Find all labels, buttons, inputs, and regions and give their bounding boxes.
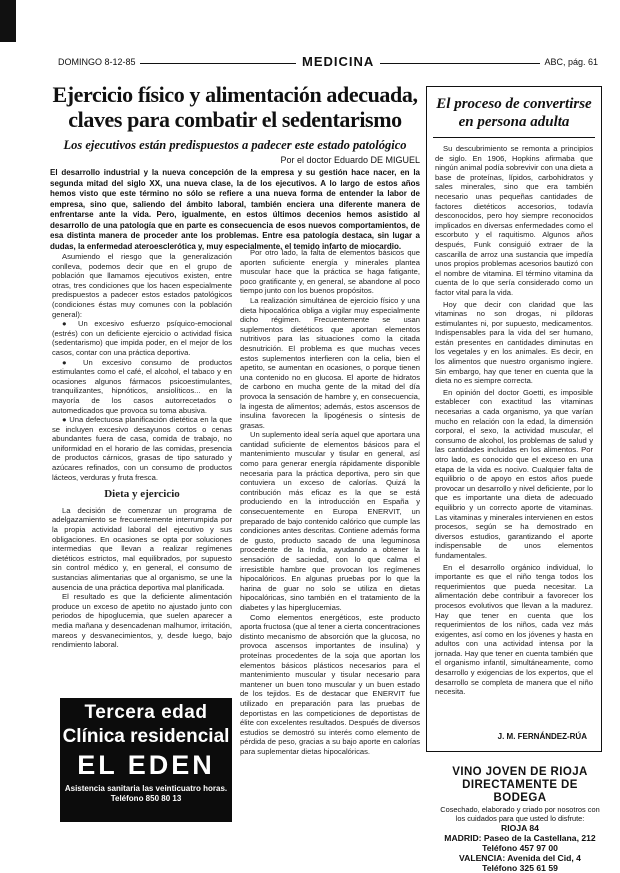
wine-advertisement xyxy=(436,766,604,873)
ad-address: VALENCIA: Avenida del Cid, 4 xyxy=(459,853,581,863)
paragraph: Como elementos energéticos, este producto aporta fructosa (que al tener a cierta concentraciones distinto mecanismo de absorción que la glucosa, no provoca ascensos importantes de insulina) y proteínas procedentes de la soja que aportan los elementos básicos plásticos necesarios para el mantenimiento muscular y tisular necesario para mantener un buen tono muscular y un buen estado de los tejidos. Es de destacar que ENERVIT fue utilizado en preparación para las pruebas de deportistas en las competiciones de deportistas de élite con excelentes resultados. Después de diversos estudios se demostró su interés como elemento de pérdida de peso, gracias a su bajo aporte en calorías para suplementar dietas hipocalóricas. xyxy=(240,612,420,756)
ad-phone: Teléfono 457 97 00 xyxy=(482,843,558,853)
article-column-2 xyxy=(240,248,420,756)
sidebar-body xyxy=(427,138,601,697)
paragraph: La decisión de comenzar un programa de adelgazamiento se frecuentemente interrumpida por la propia actividad laboral del ejecutivo y sus obligaciones. En ocasiones se opta por soluciones intermedias que llevan a realizar regímenes dietéticos estrictos, mal equilibrados, por supuesto sin control médico y, en general, el consumo de sustancias alimentarias que al organismo, se une la ausencia de una práctica deportiva mal planificada. xyxy=(52,505,232,592)
article-subhead: Los ejecutivos están predispuestos a padecer este estado patológico xyxy=(63,138,407,152)
paragraph: El resultado es que la deficiente alimentación produce un exceso de apetito no ajustado junto con periodos de hipoglucemia, que suelen aparecer a media mañana y desencadenan malhumor, irritación, mareos y desvanecimientos, y, desde luego, bajo rendimiento laboral. xyxy=(52,592,232,650)
paragraph: ● Un excesivo consumo de productos estimulantes como el café, el alcohol, el tabaco y en ocasiones algunos fármacos psicoestimulantes, tranquilizantes, hipnóticos, ansiolíticos... en la mayoría de los casos autorrecetados o automedicados que provoca su toma abusiva. xyxy=(52,357,232,415)
paragraph: ● Una defectuosa planificación dietética en la que se incluyen excesivo desayunos cortos o cenas abundantes fuera de casa, comida de trabajo, no uniformidad en el horario de las comidas, presencia de productos cárnicos, grasas de tipo saturado y azúcares refinados, con un consumo de productos lácteos, verduras y fruta fresca. xyxy=(52,415,232,482)
article-lead: El desarrollo industrial y la nueva concepción de la empresa y su gestión hace nacer, en la segunda mitad del siglo XX, una nueva clase, la de los ejecutivos. A lo largo de estos años hemos visto que este término no sólo se refiere a una nueva forma de entender la labor de empresa, sino que, saliendo del ámbito laboral, también enciera una diferente manera de enfrentarse ante la vida. Pero, igualmente, en estos últimos decenios hemos asistido al desarrollo de una patología que en parte es consecuencia de esos nuevos comportamientos, de esa distinta manera de proceder ante los problemas. Entre esa patología destaca, sin lugar a dudas, la enfermedad ateroesclerótica y, muy especialmente, el temido infarto de miocardio. xyxy=(50,168,420,251)
ad-phone: Teléfono 325 61 59 xyxy=(482,863,558,873)
ad-line: Clínica residencial xyxy=(62,726,230,747)
sidebar-title: El proceso de convertirse en persona adulta xyxy=(436,96,592,130)
paragraph: Por otro lado, la falta de elementos básicos que aporten suficiente energía y minerales plantea muscular hace que la práctica se haga fatigante, poco gratificante y, en general, se abandone al poco tiempo junto con los buenos propósitos. xyxy=(240,248,420,296)
paragraph: En opinión del doctor Goetti, es imposible establecer con exactitud las vitaminas necesarias a cada organismo, ya que varían mucho en relación con la edad, la dimensión corporal, el sexo, la actividad muscular, el consumo de alcohol, los problemas de salud y las cantidades incluidas en los alimentos. Por otro lado, es conocido que el exceso en una etapa de la vida es nocivo. Cualquier falta de equilibrio o de apoyo en estos años puede provocar un desarrollo y nivel deficiente, por lo que es importante una dieta de adecuado equilibrio y un correcto aporte de vitaminas. Las vitaminas y minerales intervienen en estos procesos, según se ha demostrado en diversos estudios, garantizando el aporte indispensable de unos elementos fundamentales. xyxy=(435,387,593,560)
ad-line: Tercera edad xyxy=(84,702,208,723)
header-date: DOMINGO 8-12-85 xyxy=(58,57,140,67)
section-subtitle: Dieta y ejercicio xyxy=(104,488,180,501)
page-number: ABC, pág. 61 xyxy=(540,57,598,67)
sidebar-author: J. M. FERNÁNDEZ-RÚA xyxy=(497,732,587,741)
article-byline: Por el doctor Eduardo DE MIGUEL xyxy=(280,155,420,165)
paragraph: Un suplemento ideal sería aquel que aportara una cantidad suficiente de elementos básicos para el mantenimiento muscular y tisular en general, así como para generar energía rápidamente disponible necesaria para la práctica deportiva, pero sin que contuviera un exceso de calorías. Quizá la contribución más eficaz es la que se está produciendo en la introducción en España y consecuentemente en Europa ENERVIT, un preparado de bajo contenido calórico que cumple las condiciones antes descritas. Contiene además forma de gusto, producto sacado de una leguminosa procedente de la India, ayudando a obtener la sensación de saciedad, con lo que calma el irresistible hambre que provocan los regímenes hipocalóricos. En algunas pruebas por lo que la harina de guar no solo se utiliza en dietas hipocalóricas, sino también en el tratamiento de la diabetes y las hiperglucemias. xyxy=(240,430,420,612)
ad-heading: VINO JOVEN DE RIOJA xyxy=(452,766,588,778)
paragraph: Asumiendo el riesgo que la generalización conlleva, podemos decir que en el grupo de población que llamamos ejecutivos existen, entre otras, tres condiciones que los hacen especialmente predispuestos a padecer estos estados patológicos (condiciones éstas muy comunes con la población general): xyxy=(52,252,232,319)
paragraph: Su descubrimiento se remonta a principios de siglo. En 1906, Hopkins afirmaba que ningún animal podía sobrevivir con una dieta a base de proteínas, lípidos, carbohidratos y sales minerales, sino que era también necesario unas pequeñas cantidades de factores dietéticos accesorios, todavía desconocidos, pero hoy siempre reconocidos implicados en diversas enfermedades como el escorbuto y el raquitismo. Algunos años después, Funk consiguió extraer de la cascarilla de arroz una sustancia que impedía unos propios problemas acesorios bautizó con el nombre de vitamina. El término vitamina da cuenta de lo que sería considerado como un factor vital para la vida. xyxy=(435,144,593,297)
ad-contact: Asistencia sanitaria las veinticuatro horas. Teléfono 850 80 13 xyxy=(64,784,228,803)
section-title: MEDICINA xyxy=(296,54,380,69)
ad-text: RIOJA 84 xyxy=(501,823,539,833)
sidebar-box xyxy=(426,86,602,752)
article-headline: Ejercicio físico y alimentación adecuada, claves para combatir el sedentarismo xyxy=(52,82,418,132)
article-column-1 xyxy=(52,252,232,650)
scan-edge-mark xyxy=(0,0,16,42)
ad-text: Cosechado, elaborado y criado por nosotros con los cuidados para que usted lo disfrute: xyxy=(440,805,600,823)
paragraph: ● Un excesivo esfuerzo psíquico-emocional (estrés) con un deficiente ejercicio o actividad física (sedentarismo) que impida poder, en el mejor de los casos, contar con una práctica deportiva. xyxy=(52,319,232,357)
paragraph: La realización simultánea de ejercicio físico y una dieta hipocalórica obliga a vigilar muy especialmente dicho régimen. Frecuentemente se usan suplementos dietéticos que aportan elementos nutritivos para las situaciones como la citada desnutrición. El problema es que muchas veces estos suplementos interfieren con la celia, bien el apetito, se aumentan en ocasiones, o porque tienen una contenido no en glucosa. El aporte de hidratos de carbono en mucha gente de la mitad del día provoca la sensación de hambre y, en consecuencia, la ingesta de alimentos; además, estos ascensos de insulina favorecen la lipogénesis o síntesis de grasas. xyxy=(240,295,420,430)
ad-brand: EL EDEN xyxy=(77,750,215,780)
paragraph: Hoy que decir con claridad que las vitaminas no son drogas, ni píldoras estimulantes ni, por supuesto, medicamentos. Indispensables para la vida del ser humano, están presentes en cantidades diminutas en los vegetales y en los animales. Es decir, en los alimentos que nuestro organismo ingiere. Sin embargo, hay que tener en cuenta que la dieta no es siempre correcta. xyxy=(435,299,593,386)
page-header xyxy=(58,54,598,71)
eden-advertisement xyxy=(60,698,232,822)
paragraph: En el desarrollo orgánico individual, lo importante es que el niño tenga todos los requerimientos que pueda necesitar. La alimentación debe contribuir a favorecer los procesos evolutivos que llevan a la madurez. Hay que tener en cuenta que los requerimientos de los niños, cada vez más exigentes, así como en los jóvenes y hasta en adultos con una actividad intensa por la jornada. Hay que tener en cuenta también que el organismo infantil, simultáneamente, como desarrollo y exigencias de los expertos, que el desarrollo se completa de manera que el niño necesita. xyxy=(435,562,593,697)
ad-address: MADRID: Paseo de la Castellana, 212 xyxy=(444,833,596,843)
ad-heading: DIRECTAMENTE DE BODEGA xyxy=(462,779,578,804)
